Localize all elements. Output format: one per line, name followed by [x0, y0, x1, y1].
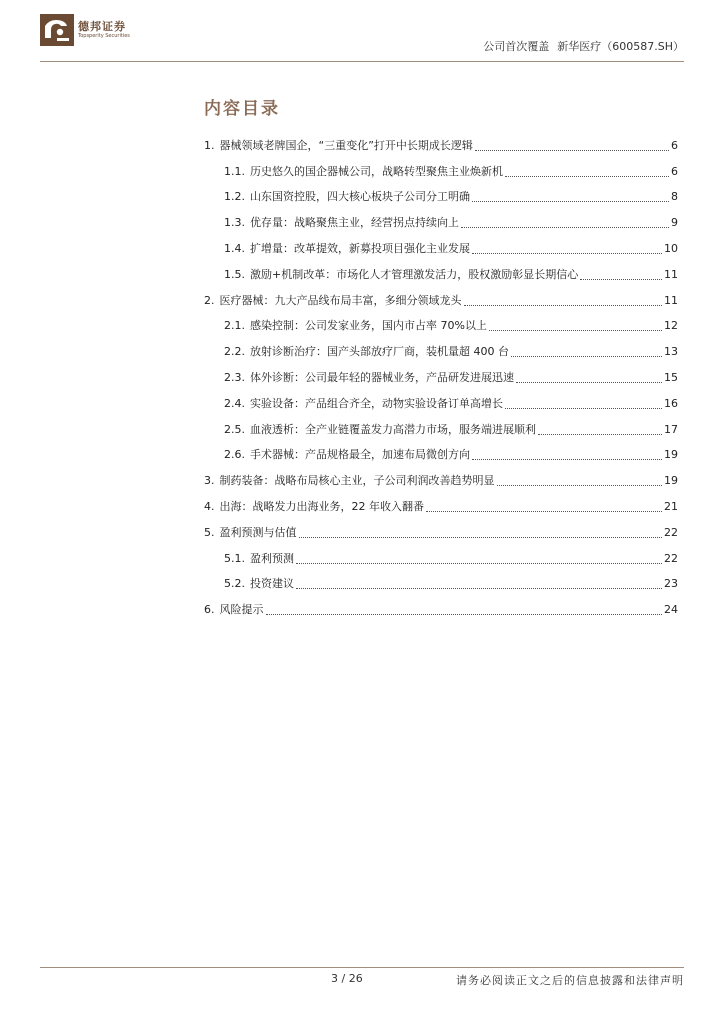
- toc-entry-text: 放射诊断治疗：国产头部放疗厂商，装机量超 400 台: [250, 345, 509, 359]
- toc-entry[interactable]: [204, 494, 678, 520]
- toc-entry-number: 5.1.: [224, 551, 245, 565]
- toc-entry-text: 血液透析：全产业链覆盖发力高潜力市场，服务端进展顺利: [250, 422, 536, 436]
- toc-entry-text: 山东国资控股，四大核心板块子公司分工明确: [250, 190, 470, 204]
- toc-entry[interactable]: [204, 520, 678, 546]
- toc-entry[interactable]: [204, 210, 678, 236]
- toc-entry-text: 优存量：战略聚焦主业，经营拐点持续向上: [250, 216, 459, 230]
- toc-entry[interactable]: [204, 133, 678, 159]
- toc-entry[interactable]: [204, 185, 678, 211]
- toc-entry-page: 9: [671, 216, 678, 230]
- toc-entry[interactable]: [204, 417, 678, 443]
- toc-entry-number: 2.2.: [224, 345, 245, 359]
- toc-entry-text: 感染控制：公司发家业务，国内市占率 70%以上: [250, 319, 487, 333]
- header-report-info: [483, 38, 684, 54]
- toc-leader-dots: [511, 355, 662, 357]
- toc-entry-page: 10: [664, 242, 678, 256]
- toc-leader-dots: [472, 252, 662, 254]
- toc-entry-text: 制药装备：战略布局核心主业，子公司利润改善趋势明显: [219, 474, 495, 488]
- toc-entry-number: 1.3.: [224, 216, 245, 230]
- toc-entry-number: 3.: [204, 474, 215, 488]
- toc-entry[interactable]: [204, 262, 678, 288]
- toc-entry[interactable]: [204, 546, 678, 572]
- toc-entry-page: 12: [664, 319, 678, 333]
- toc-leader-dots: [299, 536, 663, 538]
- toc-entry-page: 13: [664, 345, 678, 359]
- toc-entry-number: 1.: [204, 138, 215, 152]
- toc-entry-page: 21: [664, 500, 678, 514]
- toc-entry-number: 5.: [204, 525, 215, 539]
- page-header: [40, 14, 684, 60]
- toc-leader-dots: [266, 613, 663, 615]
- toc-entry[interactable]: [204, 597, 678, 623]
- toc-entry[interactable]: [204, 314, 678, 340]
- toc-entry-page: 19: [664, 448, 678, 462]
- logo-mark-icon: [40, 14, 74, 46]
- toc-entry-number: 2.5.: [224, 422, 245, 436]
- toc-entry-page: 6: [671, 138, 678, 152]
- company-name: 新华医疗（600587.SH）: [557, 40, 684, 53]
- toc-entry-text: 出海：战略发力出海业务，22 年收入翻番: [219, 500, 424, 514]
- toc-entry-text: 历史悠久的国企器械公司，战略转型聚焦主业焕新机: [250, 164, 503, 178]
- toc-entry-text: 风险提示: [219, 603, 264, 617]
- toc-entry-number: 2.: [204, 293, 215, 307]
- toc-entry[interactable]: [204, 443, 678, 469]
- toc-entry-text: 盈利预测: [250, 551, 294, 565]
- toc-entry-number: 5.2.: [224, 577, 245, 591]
- toc-entry-page: 19: [664, 474, 678, 488]
- toc-entry-text: 手术器械：产品规格最全，加速布局微创方向: [250, 448, 470, 462]
- toc-entry-number: 6.: [204, 603, 215, 617]
- toc-entry[interactable]: [204, 339, 678, 365]
- toc-entry-text: 实验设备：产品组合齐全，动物实验设备订单高增长: [250, 396, 503, 410]
- page-number: 3 / 26: [331, 972, 363, 985]
- toc-entry-text: 投资建议: [250, 577, 294, 591]
- toc-leader-dots: [489, 329, 662, 331]
- toc-entry[interactable]: [204, 288, 678, 314]
- report-type: 公司首次覆盖: [483, 40, 550, 53]
- toc-entry-page: 15: [664, 371, 678, 385]
- toc-entry-page: 22: [664, 525, 678, 539]
- toc-entry-text: 盈利预测与估值: [219, 525, 297, 539]
- toc-entry-number: 2.4.: [224, 396, 245, 410]
- toc-entry-page: 11: [664, 293, 678, 307]
- toc-leader-dots: [516, 381, 662, 383]
- toc-entry-text: 器械领域老牌国企，“三重变化”打开中长期成长逻辑: [219, 138, 473, 152]
- toc-entry-page: 8: [671, 190, 678, 204]
- footer-divider: [40, 967, 684, 968]
- toc-entry-text: 扩增量：改革提效，新募投项目强化主业发展: [250, 242, 470, 256]
- toc-entry[interactable]: [204, 391, 678, 417]
- toc-leader-dots: [580, 278, 662, 280]
- toc-leader-dots: [296, 562, 662, 564]
- toc-entry-text: 医疗器械：九大产品线布局丰富，多细分领域龙头: [219, 293, 462, 307]
- toc-leader-dots: [472, 458, 662, 460]
- toc-entry-number: 2.3.: [224, 371, 245, 385]
- toc-entry[interactable]: [204, 236, 678, 262]
- toc-entry[interactable]: [204, 572, 678, 598]
- toc-leader-dots: [464, 304, 663, 306]
- logo-chinese-name: 德邦证券: [78, 20, 126, 33]
- toc-leader-dots: [461, 226, 669, 228]
- toc-entry[interactable]: [204, 159, 678, 185]
- toc-entry-number: 1.4.: [224, 242, 245, 256]
- toc-entry-page: 6: [671, 164, 678, 178]
- company-logo: [40, 14, 130, 46]
- toc-leader-dots: [426, 510, 662, 512]
- toc-entry-number: 4.: [204, 500, 215, 514]
- toc-entry-page: 23: [664, 577, 678, 591]
- toc-entry-page: 16: [664, 396, 678, 410]
- toc-leader-dots: [505, 175, 669, 177]
- toc-entry-text: 体外诊断：公司最年轻的器械业务，产品研发进展迅速: [250, 371, 514, 385]
- toc-title: 内容目录: [204, 99, 280, 119]
- toc-entry-number: 1.1.: [224, 164, 245, 178]
- toc-entry[interactable]: [204, 468, 678, 494]
- toc-entry-page: 17: [664, 422, 678, 436]
- header-divider: [40, 61, 684, 62]
- toc-leader-dots: [296, 587, 662, 589]
- toc-leader-dots: [497, 484, 663, 486]
- toc-entry-number: 2.6.: [224, 448, 245, 462]
- toc-leader-dots: [475, 149, 669, 151]
- toc-entry-page: 22: [664, 551, 678, 565]
- toc-entry-number: 1.5.: [224, 267, 245, 281]
- toc-leader-dots: [472, 200, 669, 202]
- toc-entry[interactable]: [204, 365, 678, 391]
- toc-entry-page: 11: [664, 267, 678, 281]
- toc-leader-dots: [505, 407, 662, 409]
- toc-entry-text: 激励+机制改革：市场化人才管理激发活力，股权激励彰显长期信心: [250, 267, 579, 281]
- toc-entry-number: 2.1.: [224, 319, 245, 333]
- table-of-contents: [204, 133, 678, 623]
- toc-entry-number: 1.2.: [224, 190, 245, 204]
- toc-entry-page: 24: [664, 603, 678, 617]
- footer-disclaimer: 请务必阅读正文之后的信息披露和法律声明: [456, 974, 684, 987]
- toc-leader-dots: [538, 433, 662, 435]
- logo-english-name: Topsperity Securities: [78, 33, 130, 39]
